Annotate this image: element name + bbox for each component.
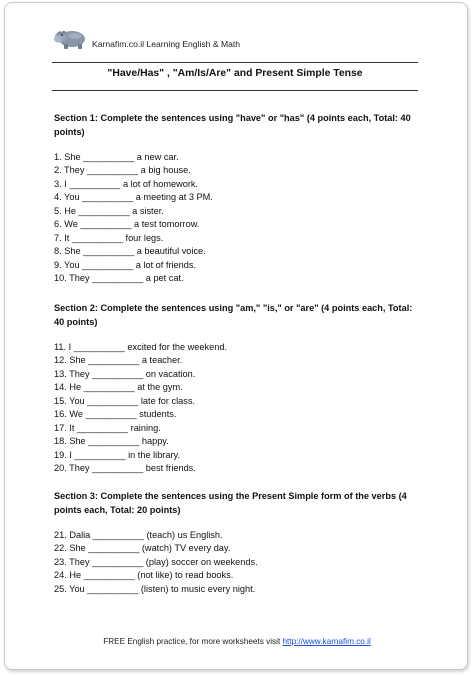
question-item: 25. You __________ (listen) to music every night. [54,583,256,594]
footer-link[interactable]: http://www.karnafim.co.il [282,637,371,646]
section-1-list [54,151,213,285]
question-item: 11. I __________ excited for the weekend. [54,342,227,352]
question-item: 23. They __________ (play) soccer on weekends. [54,556,258,567]
section-2-list [54,341,227,475]
question-item: 22. She __________ (watch) TV every day. [54,543,231,554]
section-1-heading: Section 1: Complete the sentences using "have" or "has" (4 points each, Total: 40 points) [54,113,411,137]
question-item: 19. I __________ in the library. [54,449,180,460]
question-item: 14. He __________ at the gym. [54,382,183,393]
question-item: 18. She __________ happy. [54,436,169,447]
question-item: 6. We __________ a test tomorrow. [54,219,200,230]
question-item: 13. They __________ on vacation. [54,368,196,379]
footer [0,637,474,646]
question-item: 3. I __________ a lot of homework. [54,178,199,189]
question-item: 2. They __________ a big house. [54,165,191,176]
question-item: 24. He __________ (not like) to read books. [54,570,234,581]
question-item: 16. We __________ students. [54,409,177,420]
question-item: 5. He __________ a sister. [54,205,164,216]
section-2-heading: Section 2: Complete the sentences using "am," "is," or "are" (4 points each, Total: 40 points) [54,303,413,327]
question-item: 12. She __________ a teacher. [54,355,183,366]
question-item: 17. It __________ raining. [54,422,161,433]
footer-text: FREE English practice, for more worksheets visit [103,637,283,646]
title-rule-bottom [52,90,418,91]
page-title: "Have/Has" , "Am/Is/Are" and Present Simple Tense [107,68,363,79]
title-rule-top [52,62,418,63]
question-item: 15. You __________ late for class. [54,395,195,406]
question-item: 4. You __________ a meeting at 3 PM. [54,192,213,203]
question-item: 1. She __________ a new car. [54,152,179,162]
question-item: 21. Dalia __________ (teach) us English. [54,530,223,540]
question-item: 20. They __________ best friends. [54,462,196,473]
question-item: 7. It __________ four legs. [54,232,164,243]
section-3-list [54,529,258,596]
question-item: 8. She __________ a beautiful voice. [54,246,206,257]
hippo-logo-icon [54,26,88,50]
question-item: 10. They __________ a pet cat. [54,272,184,283]
question-item: 9. You __________ a lot of friends. [54,259,197,270]
header [54,26,240,50]
section-3-heading: Section 3: Complete the sentences using the Present Simple form of the verbs (4 points each, Total: 20 points) [54,491,407,515]
brand-name: Karnafim.co.il Learning English & Math [92,39,241,49]
